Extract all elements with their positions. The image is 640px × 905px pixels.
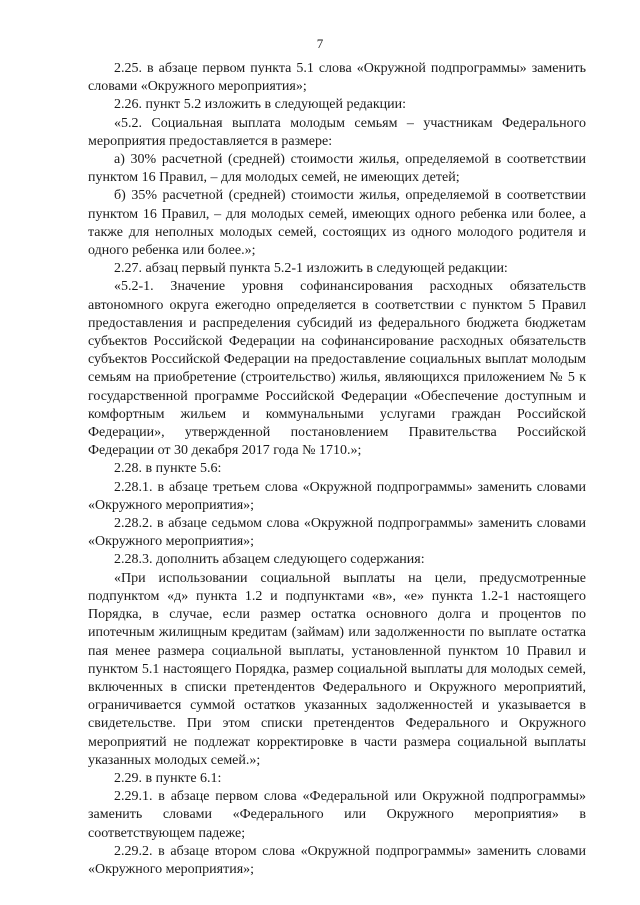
paragraph-5-2: «5.2. Социальная выплата молодым семьям – участникам Федерального мероприятия предоставляется в размере: xyxy=(88,115,586,149)
paragraph-2-28-3: 2.28.3. дополнить абзацем следующего содержания: xyxy=(114,552,425,568)
paragraph-2-29: 2.29. в пункте 6.1: xyxy=(114,770,222,786)
paragraph-2-26: 2.26. пункт 5.2 изложить в следующей редакции: xyxy=(114,97,406,113)
paragraph-2-29-2: 2.29.2. в абзаце втором слова «Окружной подпрограммы» заменить словами «Окружного мероприятия»; xyxy=(88,843,586,877)
paragraph-2-28-1: 2.28.1. в абзаце третьем слова «Окружной подпрограммы» заменить словами «Окружного мероприятия»; xyxy=(88,479,586,513)
page-number: 7 xyxy=(316,36,324,51)
paragraph-2-29-1: 2.29.1. в абзаце первом слова «Федеральной или Окружной подпрограммы» заменить словами «Федерального или Окружного мероприятия» в соответствующем падеже; xyxy=(88,789,586,841)
paragraph-5-2-a: а) 30% расчетной (средней) стоимости жилья, определяемой в соответствии пунктом 16 Правил, – для молодых семей, не имеющих детей; xyxy=(88,152,586,186)
document-body xyxy=(88,60,586,879)
paragraph-2-25: 2.25. в абзаце первом пункта 5.1 слова «Окружной подпрограммы» заменить словами «Окружного мероприятия»; xyxy=(88,61,586,95)
paragraph-2-28-2: 2.28.2. в абзаце седьмом слова «Окружной подпрограммы» заменить словами «Окружного мероприятия»; xyxy=(88,516,586,550)
paragraph-added-text: «При использовании социальной выплаты на цели, предусмотренные подпунктом «д» пункта 1.2 и подпунктами «в», «е» пункта 1.2-1 настоящего Порядка, в случае, если размер остатка основного долга и процентов по ипотечным жилищным кредитам (займам) или задолженности по выплате остатка пая менее размера социальной выплаты, установленной пунктом 10 Правил и пунктом 5.1 настоящего Порядка, размер социальной выплаты для молодых семей, включенных в списки претендентов Федерального и Окружного мероприятий, ограничивается суммой остатков указанных задолженностей и указывается в свидетельстве. При этом списки претендентов Федерального и Окружного мероприятий не подлежат корректировке в части размера социальной выплаты указанных молодых семей.»; xyxy=(88,570,586,768)
paragraph-5-2-b: б) 35% расчетной (средней) стоимости жилья, определяемой в соответствии пунктом 16 Правил, – для молодых семей, имеющих одного ребенка или более, а также для неполных молодых семей, состоящих из одного молодого родителя и одного ребенка или более.»; xyxy=(88,188,586,259)
paragraph-2-27: 2.27. абзац первый пункта 5.2-1 изложить в следующей редакции: xyxy=(114,261,508,277)
paragraph-5-2-1: «5.2-1. Значение уровня софинансирования расходных обязательств автономного округа ежегодно определяется в соответствии с пунктом 5 Правил предоставления и распределения субсидий из федерального бюджета бюджетам субъектов Российской Федерации на софинансирование расходных обязательств субъектов Российской Федерации на предоставление социальных выплат молодым семьям на приобретение (строительство) жилья, являющихся приложением № 5 к государственной программе Российской Федерации «Обеспечение доступным и комфортным жильем и коммунальными услугами граждан Российской Федерации», утвержденной постановлением Правительства Российской Федерации от 30 декабря 2017 года № 1710.»; xyxy=(88,279,586,459)
paragraph-2-28: 2.28. в пункте 5.6: xyxy=(114,461,222,477)
